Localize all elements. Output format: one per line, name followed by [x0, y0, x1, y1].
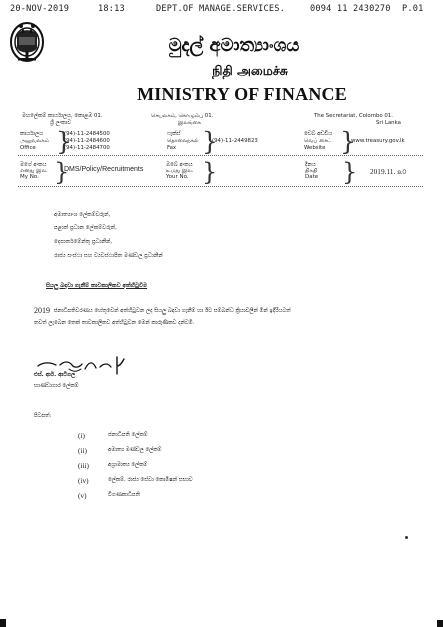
address-english-line1: The Secretariat, Colombo 01. — [314, 113, 393, 119]
body-line-2-text: තවත් ලැබෙන තෙක් තාවකාලිකව අත්හිටුවන මෙන් කාරුණිකව දන්වමි. — [34, 320, 195, 326]
copy-item-text: ජනාධිපති ලේකම් — [108, 432, 148, 438]
date-label-english: Date — [305, 174, 319, 180]
scan-speck — [405, 536, 408, 539]
office-number-2: (94)-11-2484600 — [64, 138, 110, 144]
reference-divider — [18, 186, 423, 187]
fax-label-sinhala: ෆැක්ස් — [167, 131, 181, 137]
fax-date: 20-NOV-2019 — [10, 4, 70, 14]
ministry-title-english: MINISTRY OF FINANCE — [137, 84, 347, 104]
website-url: www.treasury.gov.lk — [351, 138, 405, 144]
sri-lanka-emblem-icon — [8, 20, 46, 65]
header-divider — [18, 155, 423, 156]
address-sinhala-line2: ශ්‍රී ලංකාව — [50, 120, 72, 126]
copy-item-text: විගණකාධිපති — [108, 492, 140, 498]
copy-item-number: (i) — [78, 431, 85, 440]
date-label-tamil: திகதி — [305, 168, 318, 174]
ministry-title-sinhala: මුදල් අමාත්‍යාංශය — [168, 35, 300, 56]
office-number-3: (94)-11-2484700 — [64, 145, 110, 151]
right-edge-mark — [437, 620, 443, 627]
copy-item-text: ලේකම්, රාජ්‍ය සේවා කොමිෂන් සභාව — [108, 477, 193, 483]
office-label-sinhala: කාර්යාලය — [20, 131, 44, 137]
address-tamil-line1: செயலகம், கொழும்பு 01. — [151, 113, 214, 119]
fax-brace: } — [202, 127, 218, 156]
office-number-1: (94)-11-2484500 — [64, 131, 110, 137]
office-brace: } — [56, 127, 72, 156]
copy-list-item — [78, 491, 328, 501]
copy-list-item — [78, 461, 328, 471]
signatory-name: එස්. ආර්. ආටිගල — [34, 372, 76, 378]
address-tamil-line2: இலங்கை — [178, 120, 201, 126]
copy-item-text: අග්‍රාමාත්‍ය ලේකම් — [108, 462, 148, 468]
date-value: 2019.11. ௨௦ — [370, 167, 407, 176]
body-paragraph-line-2 — [34, 320, 424, 327]
fax-label-tamil: தொலைநகல் — [167, 138, 199, 144]
your-no-label-sinhala: ඔබේ අංකය — [166, 162, 193, 168]
my-no-label-english: My No. — [20, 174, 39, 180]
recipient-line-1: අමාත්‍යාංශ ලේකම්වරුන්, — [54, 212, 111, 218]
website-label-sinhala: වෙබ් අඩවිය — [304, 131, 333, 137]
address-sinhala-line1: මහලේකම් කාර්යාලය, කොළඹ 01. — [22, 113, 103, 119]
left-edge-mark — [0, 619, 6, 627]
fax-transmission-header — [10, 4, 440, 18]
signatory-title: භාණ්ඩාගාර ලේකම් — [34, 383, 79, 389]
body-year: 2019 — [34, 306, 50, 315]
copy-item-number: (v) — [78, 491, 87, 500]
website-label-tamil: வெப் சைட் — [304, 138, 332, 144]
address-english-line2: Sri Lanka — [376, 120, 401, 126]
your-no-label-english: Your No. — [166, 174, 189, 180]
my-no-label-sinhala: මගේ අංකය — [20, 162, 47, 168]
fax-page-number: P.01 — [402, 4, 424, 14]
copy-item-text: අමාත්‍ය මණ්ඩල ලේකම් — [108, 447, 162, 453]
my-no-brace: } — [54, 158, 70, 186]
your-no-brace: } — [202, 158, 218, 186]
website-label-english: Website — [304, 145, 326, 151]
copy-item-number: (ii) — [78, 446, 87, 455]
copy-list-item — [78, 446, 328, 456]
fax-label-english: Fax — [167, 145, 177, 151]
fax-department: DEPT.OF MANAGE.SERVICES. — [156, 4, 285, 14]
website-brace: } — [340, 127, 356, 156]
your-no-label-tamil: உமது இல. — [166, 168, 194, 174]
copy-item-number: (iv) — [78, 476, 89, 485]
subject-line: සියලු බඳවා ගැනීම් තාවකාලිකව අත්හිටුවීම — [46, 283, 148, 289]
fax-number: 0094 11 2430270 — [310, 4, 391, 14]
copy-list-item — [78, 431, 328, 441]
date-brace: } — [342, 158, 358, 186]
recipient-line-2: පළාත් ප්‍රධාන ලේකම්වරුන්, — [54, 225, 117, 231]
copy-item-number: (iii) — [78, 461, 89, 470]
ministry-title-tamil: நிதி அமைச்சு — [212, 63, 288, 78]
body-line-1-text: ජනාධිපතිවරණය හේතුවෙන් අත්හිටුවන ලද සියලු බඳවා ගැනීම් හා ඊට සම්බන්ධ ක්‍රියාවලීන් මින් ඉදිරියටත් — [53, 308, 291, 314]
fax-time: 18:13 — [98, 4, 125, 14]
date-label-sinhala: දිනය — [305, 162, 316, 168]
recipient-line-4: රාජ්‍ය සංස්ථා සහ ව්‍යවස්ථාපිත මණ්ඩල ප්‍රධානීන් — [54, 253, 163, 259]
my-no-label-tamil: எனது இல. — [20, 168, 48, 174]
my-no-value: DMS/Policy/Recruitments — [64, 166, 144, 173]
recipient-line-3: දෙපාර්තමේන්තු ප්‍රධානීන්, — [54, 239, 113, 245]
office-label-tamil: அலுவலகம் — [20, 138, 49, 144]
copy-list-item — [78, 476, 328, 486]
fax-contact-number: (94)-11-2449823 — [212, 138, 258, 144]
copies-label: පිටපත්: — [34, 413, 52, 419]
office-label-english: Office — [20, 145, 36, 151]
body-paragraph-line-1 — [34, 306, 424, 316]
